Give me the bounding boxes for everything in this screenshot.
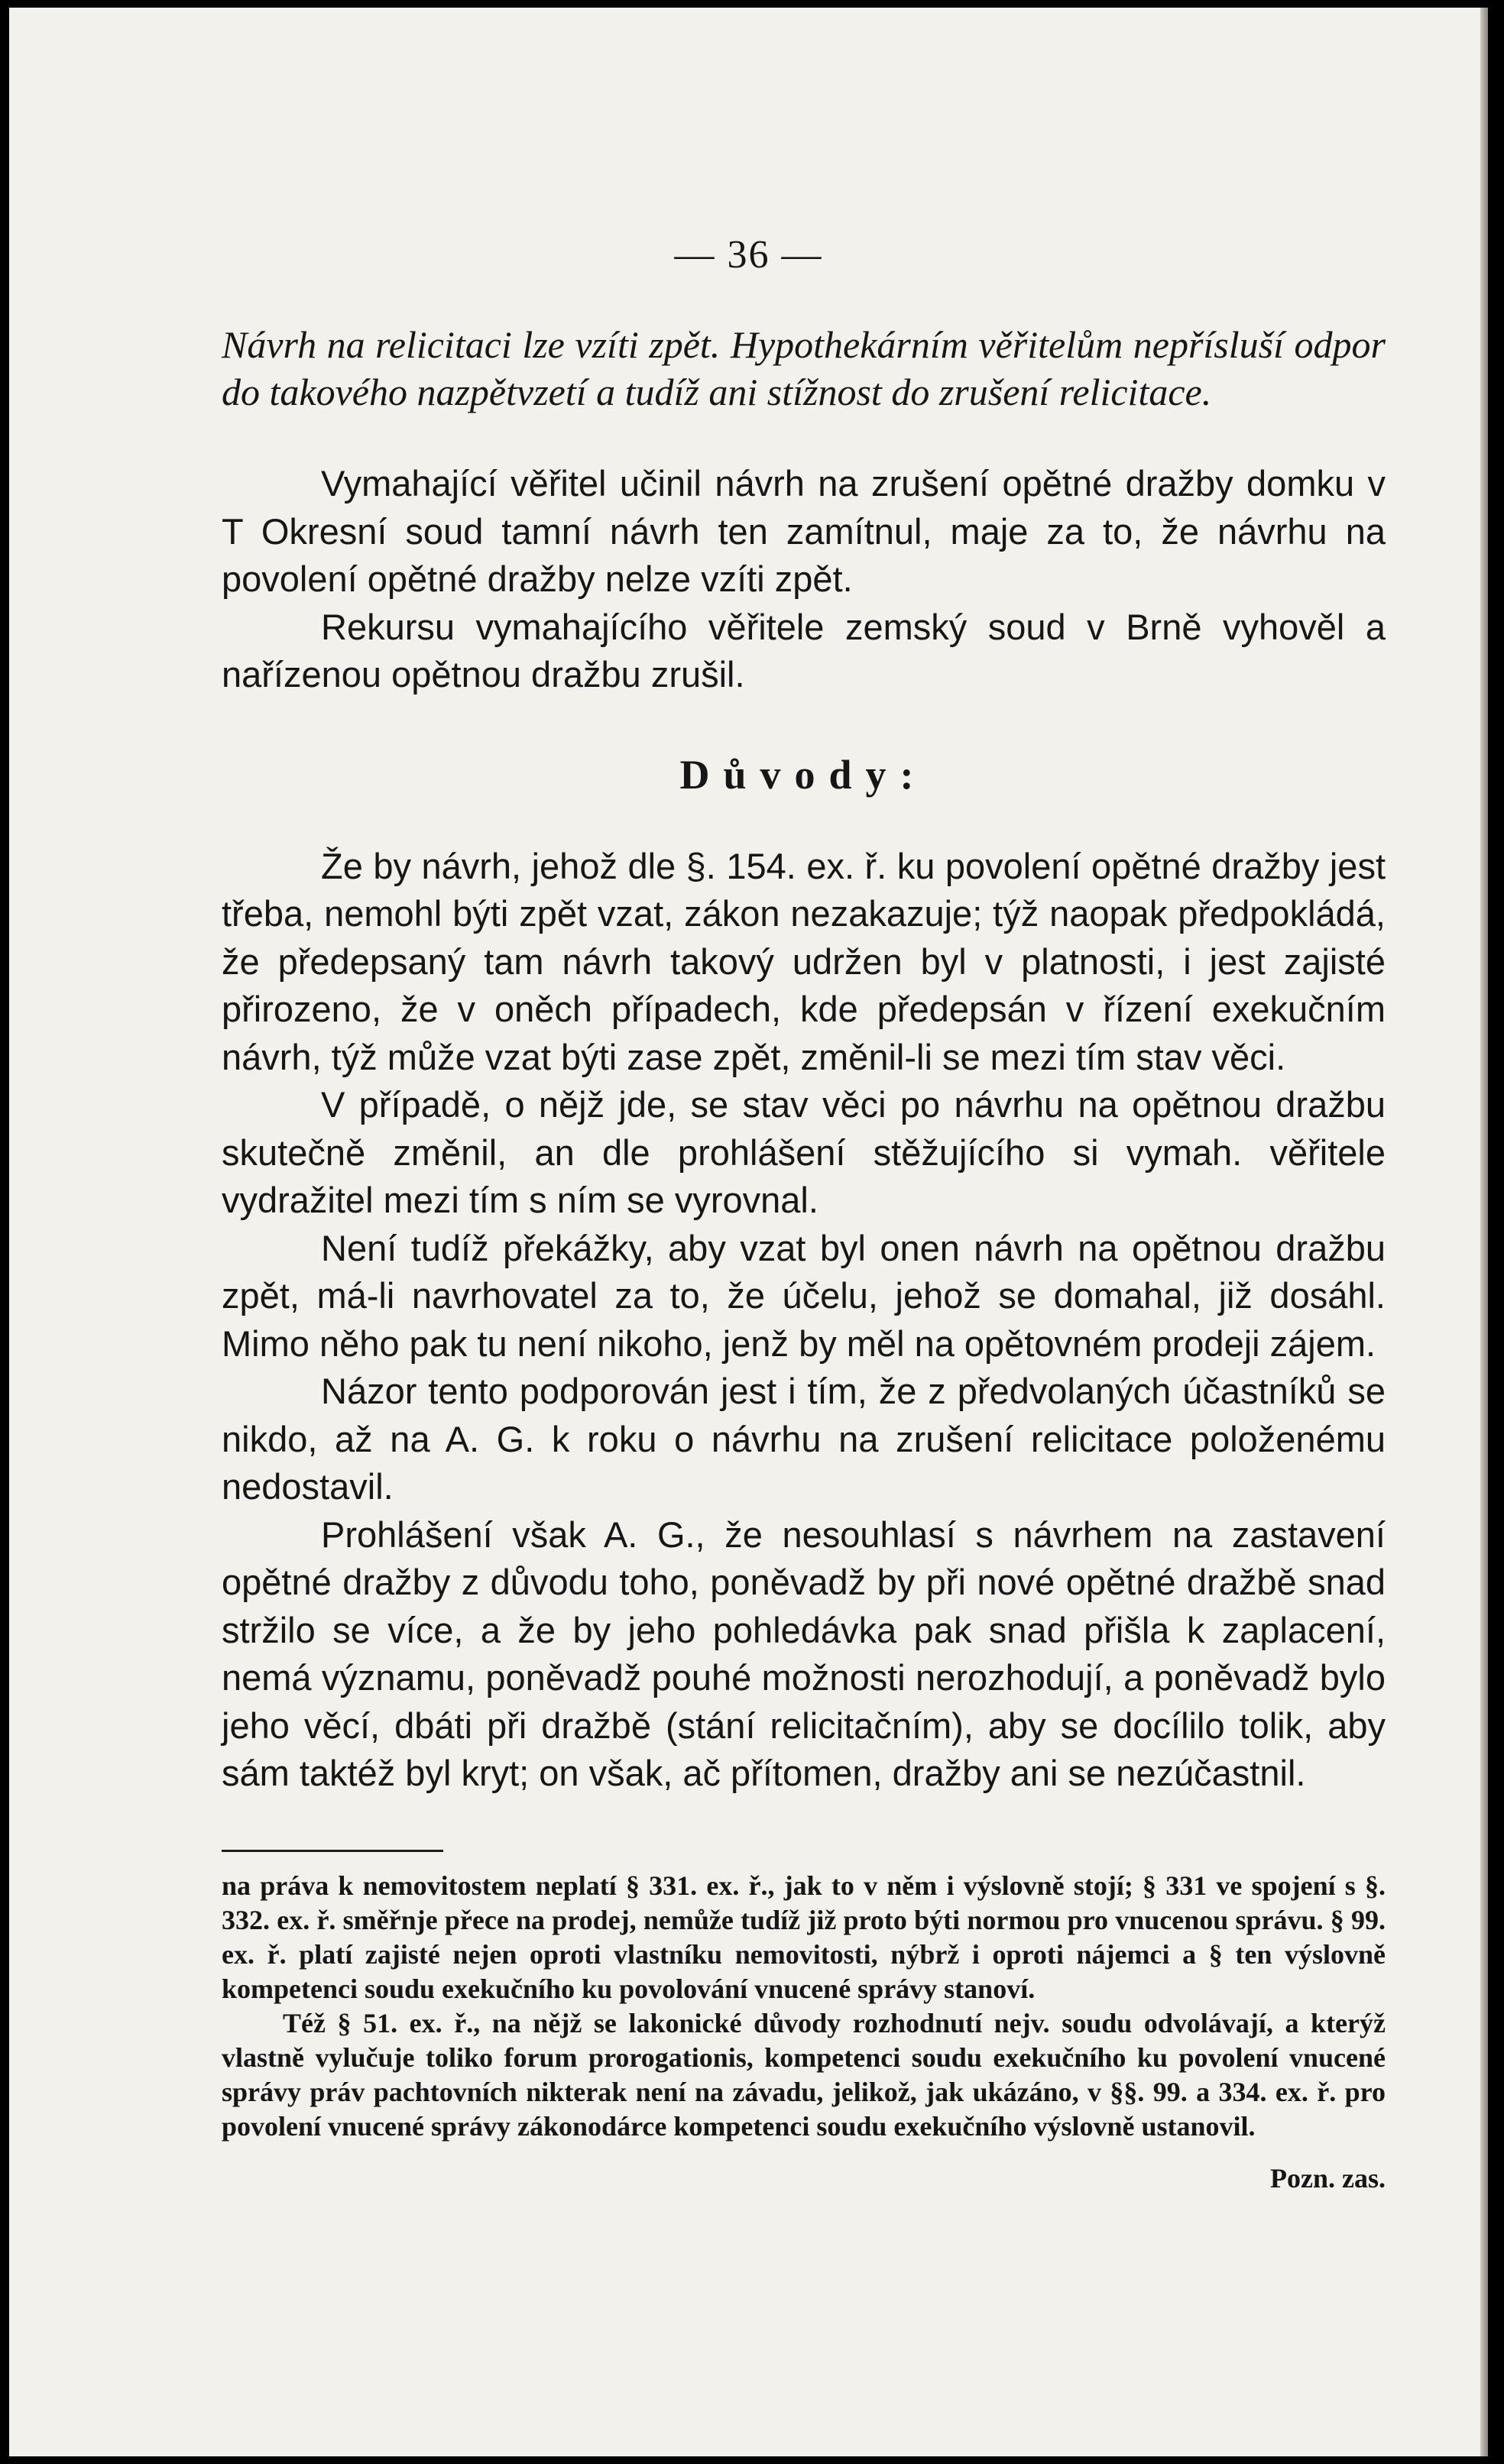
reason-paragraph: V případě, o nějž jde, se stav věci po návrhu na opětnou dražbu skutečně změnil, an dle prohlášení stěžujícího si vymah. věřitele vydražitel mezi tím s ním se vyrovnal.	[222, 1084, 1386, 1220]
footnote-paragraph: Též § 51. ex. ř., na nějž se lakonické důvody rozhodnutí nejv. soudu odvolávají, a kterýž vlastně vylučuje toliko forum prorogationis, kompetenci soudu exekučního ku povolení vnucené správy práv pachtovních nikterak není na závadu, jelikož, jak ukázáno, v §§. 99. a 334. ex. ř. pro povolení vnucené správy zákonodárce kompetenci soudu exekučního výslovně ustanovil.	[222, 2007, 1386, 2142]
reason-paragraph: Prohlášení však A. G., že nesouhlasí s návrhem na zastavení opětné dražby z důvodu toho, poněvadž by při nové opětné dražbě snad stržilo se více, a že by jeho pohledávka pak snad přišla k zaplacení, nemá významu, poněvadž pouhé možnosti nerozhodují, a poněvadž bylo jeho věcí, dbáti při dražbě (stání relicitačním), aby se docílilo tolik, aby sám taktéž byl kryt; on však, ač přítomen, dražby ani se nezúčastnil.	[222, 1514, 1386, 1793]
footnote-signature: Pozn. zas.	[1270, 2162, 1386, 2194]
footnote-paragraph: na práva k nemovitostem neplatí § 331. ex. ř., jak to v něm i výslovně stojí; § 331 ve spojení s §. 332. ex. ř. směřnje přece na prodej, nemůže tudíž již proto býti normou pro vnucenou správu. § 99. ex. ř. platí zajisté nejen oproti vlastníku nemovitosti, nýbrž i oproti nájemci a § ten výslovně kompetenci soudu exekučního ku povolování vnucené správy stanoví.	[222, 1870, 1386, 2004]
section-heading: Důvody:	[679, 751, 928, 798]
facts-paragraph: Vymahající věřitel učinil návrh na zrušení opětné dražby domku v T Okresní soud tamní návrh ten zamítnul, maje za to, že návrhu na povolení opětné dražby nelze vzíti zpět.	[222, 463, 1386, 599]
reason-paragraph: Není tudíž překážky, aby vzat byl onen návrh na opětnou dražbu zpět, má-li navrhovatel za to, že účelu, jehož se domahal, již dosáhl. Mimo něho pak tu není nikoho, jenž by měl na opětovném prodeji zájem.	[222, 1227, 1386, 1364]
reason-paragraph: Názor tento podporován jest i tím, že z předvolaných účastníků se nikdo, až na A. G. k roku o návrhu na zrušení relicitace položenému nedostavil.	[222, 1371, 1386, 1507]
facts-paragraph: Rekursu vymahajícího věřitele zemský soud v Brně vyhověl a nařízenou opětnou dražbu zrušil.	[222, 606, 1386, 695]
page-number: — 36 —	[674, 233, 823, 277]
book-page	[9, 8, 1488, 2456]
headnote: Návrh na relicitaci lze vzíti zpět. Hypothekárním věřitelům nepřísluší odpor do takového nazpětvzetí a tudíž ani stížnost do zrušení relicitace.	[222, 323, 1386, 413]
text-column	[222, 321, 1386, 2194]
reason-paragraph: Že by návrh, jehož dle §. 154. ex. ř. ku povolení opětné dražby jest třeba, nemohl býti zpět vzat, zákon nezakazuje; týž naopak předpokládá, že předepsaný tam návrh takový udržen byl v platnosti, i jest zajisté přirozeno, že v oněch případech, kde předepsán v řízení exekučním návrh, týž může vzat býti zase zpět, změnil-li se mezi tím stav věci.	[222, 845, 1386, 1077]
page-spine-edge	[1480, 8, 1488, 2456]
footnote-divider	[222, 1850, 443, 1852]
